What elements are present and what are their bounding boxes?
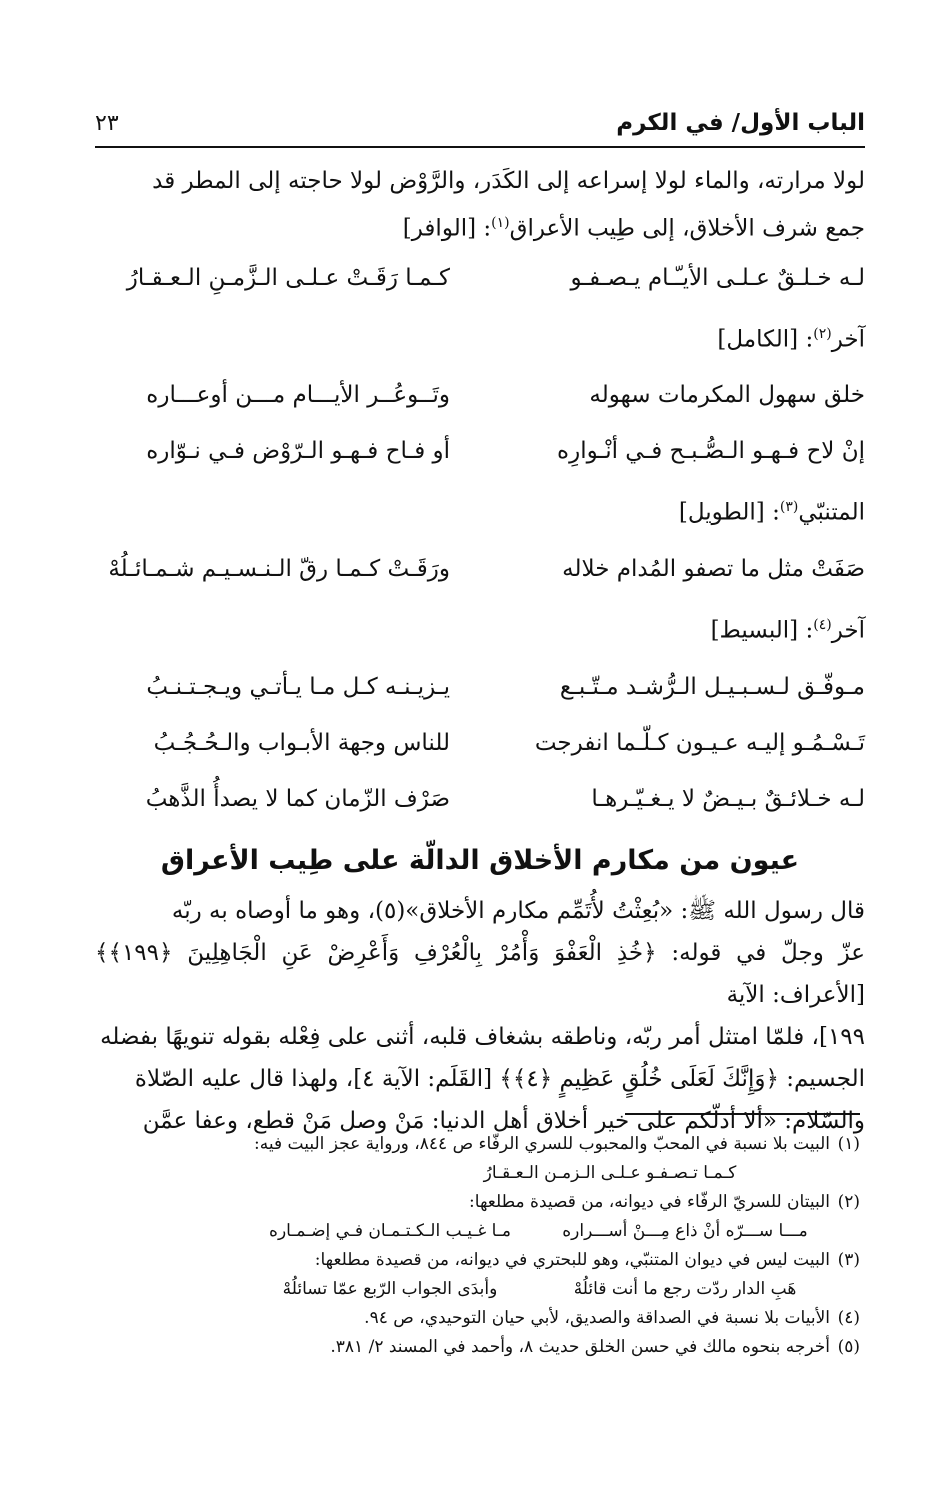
verse-4c-hemistich-2: صَرْف الزّمان كما لا يصدأُ الذَّهبُ — [145, 785, 450, 812]
footnote-1-text: البيت بلا نسبة في المحبّ والمحبوب للسري الرفّاء ص ٨٤٤، ورواية عجز البيت فيه: — [254, 1134, 830, 1154]
verse-intro-3-text: المتنبّي — [798, 499, 865, 526]
paragraph-2-line-3: ١٩٩]، فلمّا امتثل أمر ربّه، وناطقه بشغاف قلبه، أثنى على فِعْله بقوله تنويهًا بفضله — [100, 1023, 865, 1050]
verse-intro-4 — [95, 597, 865, 659]
footnote-3-number: (٣) — [837, 1250, 860, 1270]
verse-intro-2-text: آخر — [831, 326, 865, 353]
footnote-5-number: (٥) — [837, 1337, 860, 1357]
section-title: عيون من مكارم الأخلاق الدالّة على طِيب الأعراق — [160, 844, 800, 876]
footnote-3-verse — [90, 1275, 860, 1304]
meter-label-2: : [الكامل] — [717, 326, 814, 353]
footnote-ref-2: (٢) — [813, 325, 832, 342]
paragraph-2-line-2: عزّ وجلّ في قوله: ﴿خُذِ الْعَفْوَ وَأْمُرْ بِالْعُرْفِ وَأَعْرِضْ عَنِ الْجَاهِلِينَ ﴿١٩٩﴾﴾ [الأعراف: الآية — [95, 939, 865, 1008]
verse-2b-hemistich-2: أو فـاح فـهـو الـرّوْض فـي نـوّاره — [146, 438, 450, 465]
footnote-5 — [90, 1333, 860, 1362]
paragraph-2-line-4: الجسيم: ﴿وَإِنَّكَ لَعَلَى خُلُقٍ عَظِيمٍ ﴿٤﴾﴾ [القَلَم: الآية ٤]، ولهذا قال عليه الصّلاة — [134, 1065, 865, 1092]
footnote-4 — [90, 1304, 860, 1333]
footnote-2-verse-hemistich-1: مـــا ســـرّه أنْ ذاع مِـــنْ أســـراره — [562, 1221, 808, 1241]
paragraph-2-line-1: قال رسول الله ﷺ: «بُعِثْتُ لأُتَمِّم مكارم الأخلاق»(٥)، وهو ما أوصاه به ربّه — [171, 897, 865, 924]
paragraph-1-line-1: لولا مرارته، والماء لولا إسراعه إلى الكَدَر، والرَّوْض لولا حاجته إلى المطر قد — [152, 168, 865, 194]
paragraph-1-line-2-text: جمع شرف الأخلاق، إلى طِيب الأعراق — [509, 215, 865, 242]
verse-4c-hemistich-1: لـه خـلائـقٌ بـيـضٌ لا يـغـيّـرهـا — [591, 785, 865, 812]
header-title: الباب الأول/ في الكرم — [616, 110, 865, 136]
meter-label-4: : [البسيط] — [710, 617, 814, 644]
footnote-ref-4: (٤) — [813, 616, 832, 633]
verse-2b — [95, 423, 865, 479]
footnote-4-number: (٤) — [837, 1308, 860, 1328]
verse-4b — [95, 715, 865, 771]
footnote-2-text: البيتان للسريّ الرفّاء في ديوانه، من قصيدة مطلعها: — [469, 1192, 830, 1212]
footnote-3-text: البيت ليس في ديوان المتنبّي، وهو للبحتري في ديوانه، من قصيدة مطلعها: — [314, 1250, 830, 1270]
verse-intro-3 — [95, 479, 865, 541]
footnote-2-verse — [90, 1217, 860, 1246]
footnote-1-number: (١) — [837, 1134, 860, 1154]
verse-3-hemistich-1: صَفَتْ مثل ما تصفو المُدام خلاله — [562, 555, 865, 582]
verse-2b-hemistich-1: إنْ لاح فـهـو الـصُّـبـح فـي أنْـوارِه — [557, 438, 865, 465]
footnote-ref-1: (١) — [491, 215, 510, 231]
footnote-2-verse-hemistich-2: مـا غـيـب الـكـتـمـان فـي إضـمـاره — [269, 1221, 511, 1241]
meter-label-3: : [الطويل] — [678, 499, 780, 526]
paragraph-2-line-5: والسّلام: «ألا أدلّكم على خير أخلاق أهل الدنيا: مَنْ وصل مَنْ قطع، وعفا عمَّن — [142, 1107, 865, 1134]
footnote-separator — [625, 1113, 860, 1115]
footnote-2-number: (٢) — [837, 1192, 860, 1212]
verse-3 — [95, 541, 865, 597]
footnote-1 — [90, 1130, 860, 1159]
verse-4a — [95, 659, 865, 715]
verse-3-hemistich-2: ورَقَـتْ كـمـا رقّ الـنـسـيـم شـمـائـلُهْ — [108, 555, 450, 582]
verse-1-hemistich-2: كـمـا رَقَـتْ عـلـى الـزَّمـنِ الـعـقـارُ — [126, 264, 450, 291]
verse-intro-4-text: آخر — [831, 617, 865, 644]
verse-4b-hemistich-2: للناس وجهة الأبـواب والـحُـجُـبُ — [153, 729, 450, 756]
verse-2a-hemistich-2: وتَــوعُــر الأيـــام مـــن أوعـــاره — [146, 382, 450, 409]
meter-label-1: : [الوافر] — [402, 215, 492, 242]
footnote-3 — [90, 1246, 860, 1275]
footnote-ref-3: (٣) — [779, 499, 799, 516]
verse-4a-hemistich-1: مـوفّـق لـسـبـيـل الـرُّشـد مـتّـبـع — [559, 673, 865, 700]
verse-4b-hemistich-1: تَـسْـمُـو إليـه عـيـون كـلّـما انفرجت — [534, 729, 865, 756]
footnote-2 — [90, 1188, 860, 1217]
verse-intro-2 — [95, 306, 865, 368]
footnote-5-text: أخرجه بنحوه مالك في حسن الخلق حديث ٨، وأحمد في المسند ٢/ ٣٨١. — [330, 1337, 830, 1357]
footnote-3-verse-hemistich-2: وأبدَى الجواب الرّبع عمّا تسائلُهْ — [282, 1279, 498, 1299]
verse-1-hemistich-1: لـه خـلـقٌ عـلـى الأيـّـام يـصـفـو — [570, 264, 865, 291]
verse-4c — [95, 771, 865, 827]
page-number: ٢٣ — [95, 111, 119, 136]
running-header — [95, 110, 865, 148]
verse-2a-hemistich-1: خلق سهول المكرمات سهوله — [589, 382, 865, 409]
verse-2a — [95, 367, 865, 423]
footnote-1-verse: كـمـا تـصـفـو عـلـى الـزمـن الـعـقـارُ — [483, 1163, 737, 1183]
page-body — [95, 110, 865, 1142]
footnote-3-verse-hemistich-1: هَبِ الدار ردّت رجع ما أنت قائلُهْ — [573, 1279, 797, 1299]
verse-1 — [95, 250, 865, 306]
paragraph-1-line-2 — [95, 202, 865, 250]
verse-4a-hemistich-2: يـزيـنـه كـل مـا يـأتـي ويـجـتـنـبُ — [146, 673, 450, 700]
footnote-4-text: الأبيات بلا نسبة في الصداقة والصديق، لأبي حيان التوحيدي، ص ٩٤. — [364, 1308, 830, 1328]
footnotes — [90, 1130, 860, 1362]
